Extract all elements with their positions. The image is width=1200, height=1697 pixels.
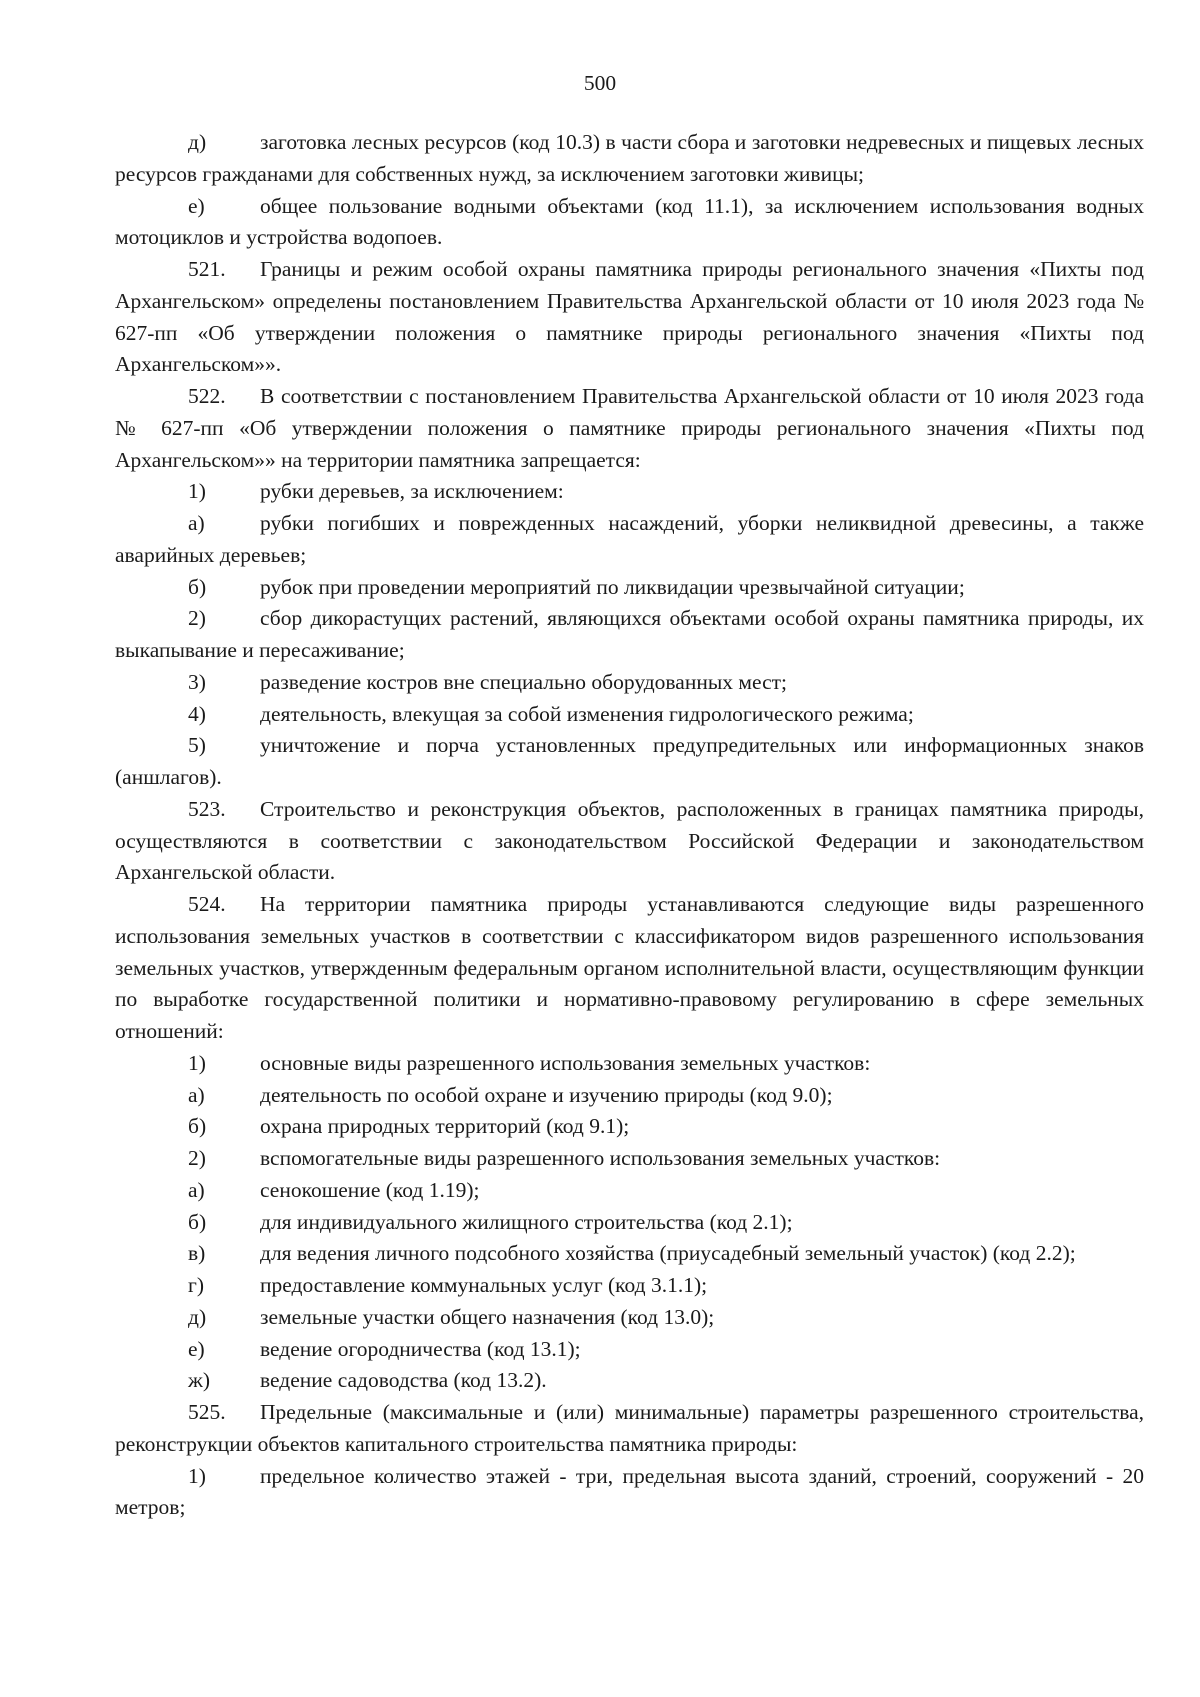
item-marker: г) — [188, 1273, 204, 1297]
item-marker: 524. — [188, 892, 226, 916]
paragraph-item — [115, 1111, 1144, 1143]
item-marker: д) — [188, 130, 207, 154]
item-marker: 1) — [188, 1463, 206, 1488]
item-marker: ж) — [188, 1368, 211, 1393]
item-text: предоставление коммунальных услуг (код 3.1.1); — [260, 1273, 708, 1297]
item-text: рубок при проведении мероприятий по ликвидации чрезвычайной ситуации; — [260, 574, 965, 599]
item-marker: д) — [188, 1304, 207, 1329]
paragraph-item — [115, 254, 1144, 381]
paragraph-item — [115, 1207, 1144, 1239]
paragraph-item — [115, 667, 1144, 699]
paragraph-item — [115, 508, 1144, 572]
item-text: ведение огородничества (код 13.1); — [260, 1336, 581, 1361]
item-marker: а) — [188, 511, 205, 535]
item-marker: 4) — [188, 701, 206, 726]
item-marker: е) — [188, 1336, 205, 1361]
item-marker: 522. — [188, 384, 226, 408]
paragraph-item — [115, 1238, 1144, 1270]
item-text: для индивидуального жилищного строительства (код 2.1); — [260, 1209, 793, 1234]
item-marker: 5) — [188, 733, 206, 758]
paragraph-item — [115, 1048, 1144, 1080]
item-marker: в) — [188, 1241, 206, 1266]
item-text: сбор дикорастущих растений, являющихся объектами особой охраны памятника природы, их выкапывание и пересаживание; — [115, 606, 1144, 662]
paragraph-item — [115, 1302, 1144, 1334]
item-marker: а) — [188, 1082, 205, 1107]
item-marker: 3) — [188, 669, 206, 694]
item-marker: а) — [188, 1177, 205, 1202]
item-text: рубки погибших и поврежденных насаждений, уборки неликвидной древесины, а также аварийных деревьев; — [115, 511, 1144, 567]
paragraph-item — [115, 191, 1144, 255]
item-text: охрана природных территорий (код 9.1); — [260, 1114, 630, 1139]
paragraph-item — [115, 730, 1144, 794]
item-text: Предельные (максимальные и (или) минимальные) параметры разрешенного строительства, реконструкции объектов капитального строительства памятника природы: — [115, 1400, 1144, 1456]
item-marker: б) — [188, 574, 207, 599]
paragraph-item — [115, 1334, 1144, 1366]
paragraph-item — [115, 1175, 1144, 1207]
item-text: сенокошение (код 1.19); — [260, 1177, 480, 1202]
item-text: Границы и режим особой охраны памятника природы регионального значения «Пихты под Архангельском» определены постановлением Правительства Архангельской области от 10 июля 2023 года № 627-пп «Об утверждении положения о памятнике природы регионального значения «Пихты под Архангельском»». — [115, 257, 1144, 377]
paragraph-item — [115, 1397, 1144, 1461]
item-marker: 2) — [188, 606, 206, 631]
paragraph-item — [115, 699, 1144, 731]
item-text: На территории памятника природы устанавливаются следующие виды разрешенного использования земельных участков в соответствии с классификатором видов разрешенного использования земельных участков, утвержденным федеральным органом исполнительной власти, осуществляющим функции по выработке государственной политики и нормативно-правовому регулированию в сфере земельных отношений: — [115, 892, 1144, 1043]
paragraph-item — [115, 889, 1144, 1048]
item-text: Строительство и реконструкция объектов, расположенных в границах памятника природы, осуществляются в соответствии с законодательством Российской Федерации и законодательством Архангельской области. — [115, 796, 1144, 885]
document-body — [115, 127, 1144, 1524]
item-text: для ведения личного подсобного хозяйства (приусадебный земельный участок) (код 2.2); — [260, 1241, 1076, 1266]
item-marker: 1) — [188, 1050, 206, 1075]
item-text: В соответствии с постановлением Правительства Архангельской области от 10 июля 2023 года № 627-пп «Об утверждении положения о памятнике природы регионального значения «Пихты под Архангельском»» на территории памятника запрещается: — [115, 384, 1144, 472]
paragraph-item — [115, 127, 1144, 191]
item-marker: б) — [188, 1209, 207, 1234]
item-text: ведение садоводства (код 13.2). — [260, 1368, 547, 1393]
paragraph-item — [115, 1143, 1144, 1175]
item-text: деятельность по особой охране и изучению природы (код 9.0); — [260, 1082, 833, 1107]
paragraph-item — [115, 1461, 1144, 1525]
paragraph-item — [115, 603, 1144, 667]
item-text: земельные участки общего назначения (код 13.0); — [260, 1304, 715, 1329]
item-text: основные виды разрешенного использования земельных участков: — [260, 1050, 871, 1075]
page-number: 500 — [583, 71, 617, 95]
item-marker: 2) — [188, 1146, 206, 1170]
item-text: разведение костров вне специально оборудованных мест; — [260, 669, 788, 694]
paragraph-item — [115, 476, 1144, 508]
paragraph-item — [115, 572, 1144, 604]
item-marker: е) — [188, 193, 205, 218]
item-text: уничтожение и порча установленных предупредительных или информационных знаков (аншлагов). — [115, 733, 1144, 789]
item-marker: 523. — [188, 796, 226, 821]
item-marker: 521. — [188, 257, 226, 281]
paragraph-item — [115, 794, 1144, 889]
item-text: вспомогательные виды разрешенного использования земельных участков: — [260, 1146, 941, 1170]
item-text: общее пользование водными объектами (код 11.1), за исключением использования водных мотоциклов и устройства водопоев. — [115, 193, 1144, 250]
item-text: рубки деревьев, за исключением: — [260, 479, 564, 504]
item-text: заготовка лесных ресурсов (код 10.3) в части сбора и заготовки недревесных и пищевых лесных ресурсов гражданами для собственных нужд, за исключением заготовки живицы; — [115, 130, 1144, 186]
item-text: предельное количество этажей - три, предельная высота зданий, строений, сооружений - 20 метров; — [115, 1463, 1144, 1520]
item-marker: 525. — [188, 1400, 226, 1424]
paragraph-item — [115, 1270, 1144, 1302]
paragraph-item — [115, 381, 1144, 476]
item-marker: 1) — [188, 479, 206, 504]
item-marker: б) — [188, 1114, 207, 1139]
item-text: деятельность, влекущая за собой изменения гидрологического режима; — [260, 701, 914, 726]
paragraph-item — [115, 1365, 1144, 1397]
paragraph-item — [115, 1080, 1144, 1112]
